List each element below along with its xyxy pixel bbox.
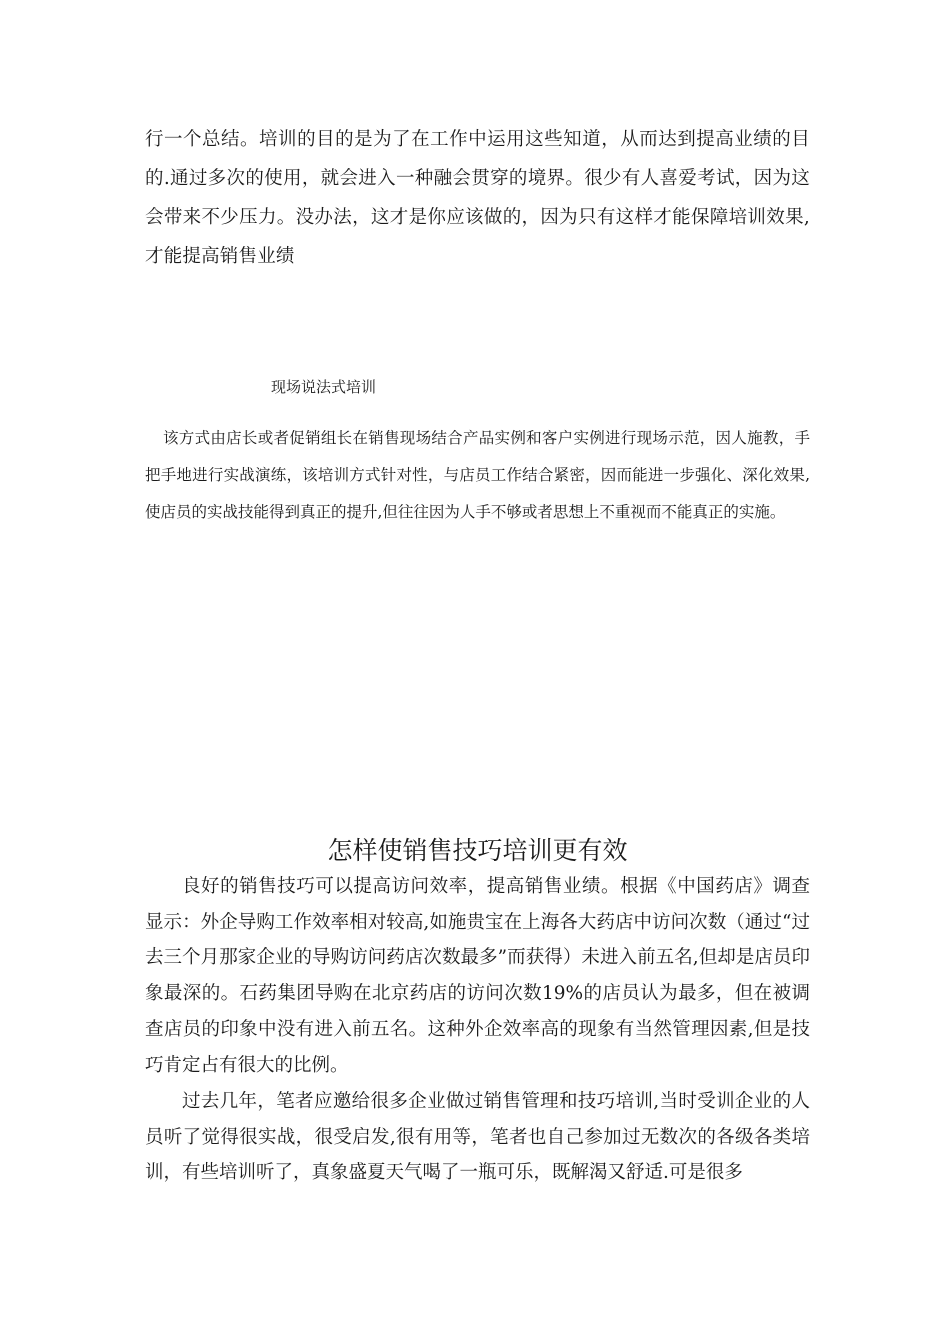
paragraph-training-summary: 行一个总结。培训的目的是为了在工作中运用这些知道，从而达到提高业绩的目的.通过多次的使用，就会进入一种融会贯穿的境界。很少有人喜爱考试，因为这会带来不少压力。没办法，这才是你应该做的，因为只有这样才能保障培训效果,才能提高销售业绩 — [145, 129, 810, 267]
paragraph-past-experience: 过去几年，笔者应邀给很多企业做过销售管理和技巧培训,当时受训企业的人员听了觉得很实战，很受启发,很有用等，笔者也自己参加过无数次的各级各类培训，有些培训听了，真象盛夏天气喝了一瓶可乐，既解渴又舒适.可是很多 — [145, 1091, 810, 1184]
paragraph-onsite-training: 该方式由店长或者促销组长在销售现场结合产品实例和客户实例进行现场示范，因人施教，手把手地进行实战演练，该培训方式针对性，与店员工作结合紧密，因而能进一步强化、深化效果,使店员的实战技能得到真正的提升,但往往因为人手不够或者思想上不重视而不能真正的实施。 — [145, 429, 810, 521]
article-title: 怎样使销售技巧培训更有效 — [327, 835, 628, 865]
paragraph-sales-skills: 良好的销售技巧可以提高访问效率，提高销售业绩。根据《中国药店》调查显示：外企导购工作效率相对较高,如施贵宝在上海各大药店中访问次数（通过“过去三个月那家企业的导购访问药店次数最多”而获得）未进入前五名,但却是店员印象最深的。石药集团导购在北京药店的访问次数19%的店员认为最多，但在被调查店员的印象中没有进入前五名。这种外企效率高的现象有当然管理因素,但是技巧肯定占有很大的比例。 — [145, 876, 810, 1076]
section-heading: 现场说法式培训 — [271, 378, 377, 396]
